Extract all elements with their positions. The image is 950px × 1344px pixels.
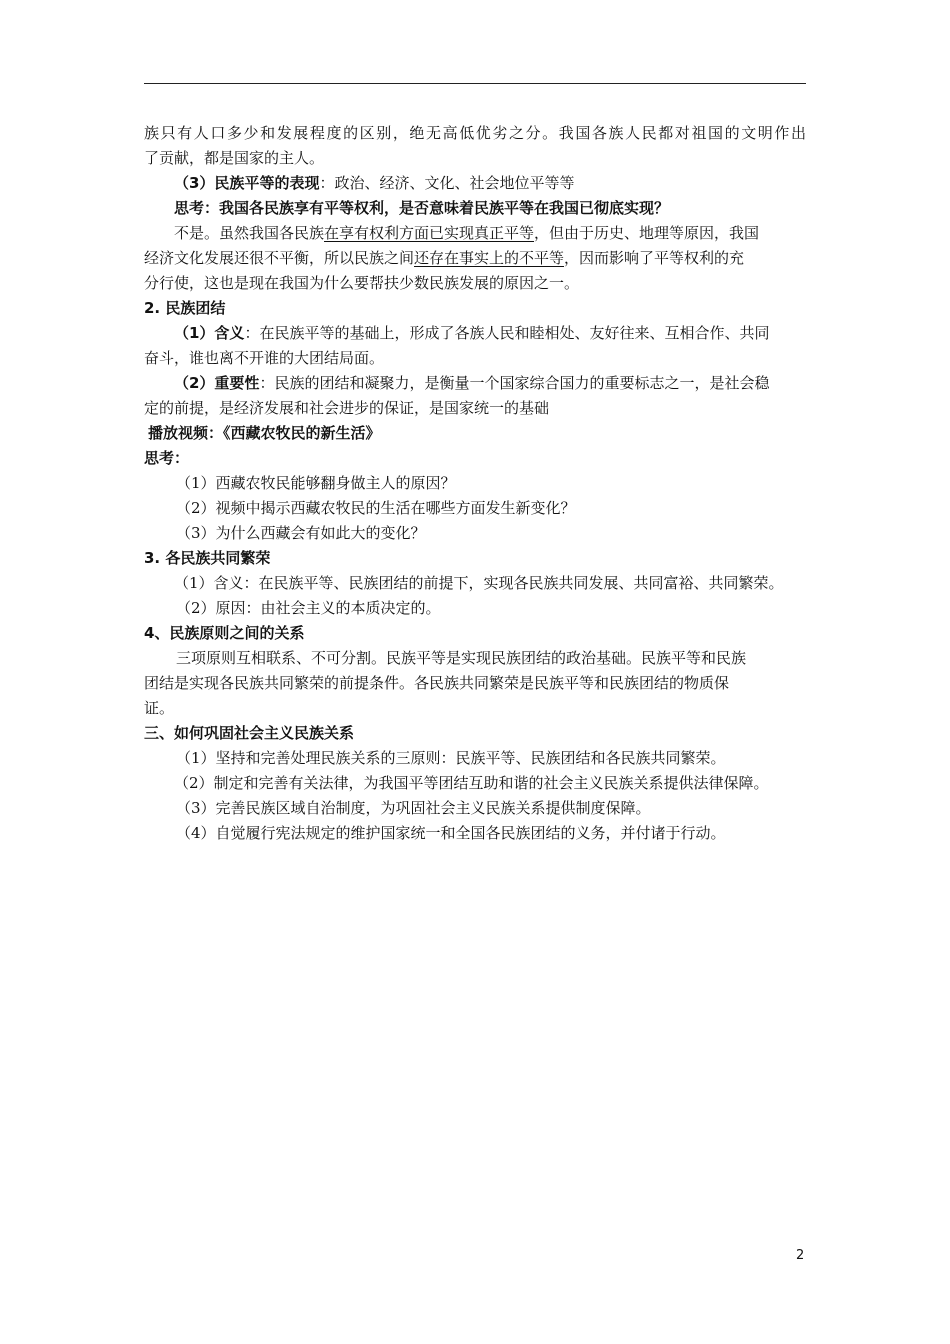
video-heading: 播放视频：《西藏农牧民的新生活》 — [148, 424, 381, 442]
paragraph-line: （1）含义：在民族平等的基础上，形成了各族人民和睦相处、友好往来、互相合作、共同 — [174, 324, 770, 342]
paragraph-line: 三项原则互相联系、不可分割。民族平等是实现民族团结的政治基础。民族平等和民族 — [176, 649, 747, 667]
section-heading: 3. 各民族共同繁荣 — [144, 549, 271, 567]
list-item: （1）含义：在民族平等、民族团结的前提下，实现各民族共同发展、共同富裕、共同繁荣。 — [174, 574, 784, 592]
list-item: （1）西藏农牧民能够翻身做主人的原因？ — [176, 474, 456, 492]
paragraph-line: 分行使，这也是现在我国为什么要帮扶少数民族发展的原因之一。 — [144, 274, 580, 292]
paragraph-line: （2）重要性：民族的团结和凝聚力，是衡量一个国家综合国力的重要标志之一，是社会稳 — [174, 374, 770, 392]
section-heading: 三、如何巩固社会主义民族关系 — [144, 724, 355, 742]
underlined-phrase: 还存在事实上的不平等 — [414, 249, 565, 267]
paragraph-line: 奋斗，谁也离不开谁的大团结局面。 — [144, 349, 385, 367]
list-item: （3）完善民族区域自治制度，为巩固社会主义民族关系提供制度保障。 — [176, 799, 651, 817]
list-item: （2）制定和完善有关法律，为我国平等团结互助和谐的社会主义民族关系提供法律保障。 — [174, 774, 769, 792]
equality-expression-line: （3）民族平等的表现：政治、经济、文化、社会地位平等等 — [174, 174, 575, 192]
item-label: （2）重要性 — [174, 374, 260, 392]
list-item: （2）视频中揭示西藏农牧民的生活在哪些方面发生新变化？ — [176, 499, 576, 517]
list-item: （2）原因：由社会主义的本质决定的。 — [176, 599, 441, 617]
underlined-phrase: 在享有权利方面已实现真正平等 — [324, 224, 535, 242]
section-heading: 2. 民族团结 — [144, 299, 226, 317]
list-item: （3）为什么西藏会有如此大的变化？ — [176, 524, 426, 542]
page-number: 2 — [796, 1248, 805, 1263]
list-item: （1）坚持和完善处理民族关系的三原则：民族平等、民族团结和各民族共同繁荣。 — [176, 749, 726, 767]
paragraph-line: 族只有人口多少和发展程度的区别，绝无高低优劣之分。我国各族人民都对祖国的文明作出 — [144, 124, 806, 142]
paragraph-line: 经济文化发展还很不平衡，所以民族之间还存在事实上的不平等，因而影响了平等权利的充 — [144, 249, 745, 267]
list-item: （4）自觉履行宪法规定的维护国家统一和全国各民族团结的义务，并付诸于行动。 — [176, 824, 726, 842]
paragraph-line: 不是。虽然我国各民族在享有权利方面已实现真正平等，但由于历史、地理等原因，我国 — [174, 224, 760, 242]
item-label: （3）民族平等的表现 — [174, 174, 320, 192]
section-heading: 4、民族原则之间的关系 — [144, 624, 305, 642]
paragraph-line: 了贡献，都是国家的主人。 — [144, 149, 325, 167]
document-body — [144, 121, 806, 846]
item-label: （1）含义 — [174, 324, 245, 342]
think-question: 思考：我国各民族享有平等权利，是否意味着民族平等在我国已彻底实现？ — [174, 199, 670, 217]
header-rule — [144, 83, 806, 84]
paragraph-line: 团结是实现各民族共同繁荣的前提条件。各民族共同繁荣是民族平等和民族团结的物质保 — [144, 674, 730, 692]
paragraph-line: 定的前提，是经济发展和社会进步的保证，是国家统一的基础 — [144, 399, 550, 417]
think-heading: 思考： — [144, 449, 190, 467]
paragraph-line: 证。 — [144, 699, 175, 717]
